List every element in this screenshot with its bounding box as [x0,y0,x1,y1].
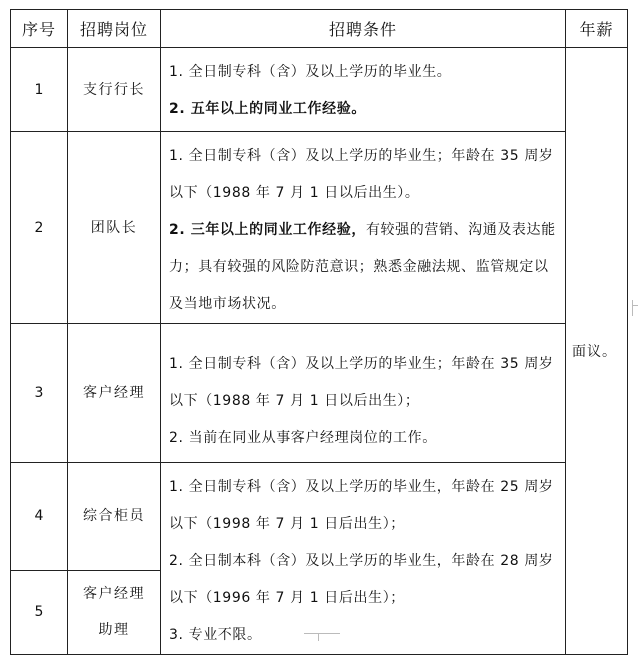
req-rest: 有较强的营销、沟通及表达能力；具有较强的风险防范意识；熟悉金融法规、监管规定以及当地市场状况。 [169,222,556,312]
row-seq: 5 [11,570,68,654]
req-line: 1. 全日制专科（含）及以上学历的毕业生。 [169,64,452,80]
req-bold: 2. 五年以上的同业工作经验。 [169,101,366,117]
row-seq: 3 [11,324,68,463]
req-line [169,212,559,323]
header-salary: 年薪 [566,10,628,48]
header-row [11,10,628,48]
row-seq: 4 [11,463,68,571]
row-requirements [161,324,566,463]
page-edge-mark [632,305,638,306]
row-seq: 1 [11,48,68,132]
header-position: 招聘岗位 [68,10,161,48]
row-position: 团队长 [68,132,161,324]
page-edge-mark [632,300,633,316]
req-bold: 2. 三年以上的同业工作经验， [169,222,366,238]
page-edge-mark [318,633,319,641]
req-line: 3. 专业不限。 [169,627,262,643]
req-line: 1. 全日制专科（含）及以上学历的毕业生，年龄在 25 周岁以下（1998 年 7 月 1 日后出生）； [169,479,554,532]
table-row [11,132,628,324]
row-position: 支行行长 [68,48,161,132]
row-requirements-shared [161,463,566,655]
req-line: 1. 全日制专科（含）及以上学历的毕业生；年龄在 35 周岁以下（1988 年 7 月 1 日以后出生）。 [169,148,554,201]
req-line: 2. 全日制本科（含）及以上学历的毕业生，年龄在 28 周岁以下（1996 年 7 月 1 日后出生）； [169,553,554,606]
salary-cell: 面议。 [566,48,628,655]
row-position [68,570,161,654]
row-position: 客户经理 [68,324,161,463]
table-row [11,324,628,463]
table-row [11,463,628,571]
position-line: 助理 [98,622,130,639]
recruitment-table [10,9,628,655]
header-seq: 序号 [11,10,68,48]
row-requirements [161,48,566,132]
req-line [169,91,559,128]
page-edge-mark [304,633,340,634]
row-seq: 2 [11,132,68,324]
table-row [11,48,628,132]
row-requirements [161,132,566,324]
req-line: 2. 当前在同业从事客户经理岗位的工作。 [169,430,437,446]
position-line: 客户经理 [83,586,145,603]
req-line: 1. 全日制专科（含）及以上学历的毕业生；年龄在 35 周岁以下（1988 年 7 月 1 日以后出生）； [169,356,554,409]
row-position: 综合柜员 [68,463,161,571]
header-requirements: 招聘条件 [161,10,566,48]
